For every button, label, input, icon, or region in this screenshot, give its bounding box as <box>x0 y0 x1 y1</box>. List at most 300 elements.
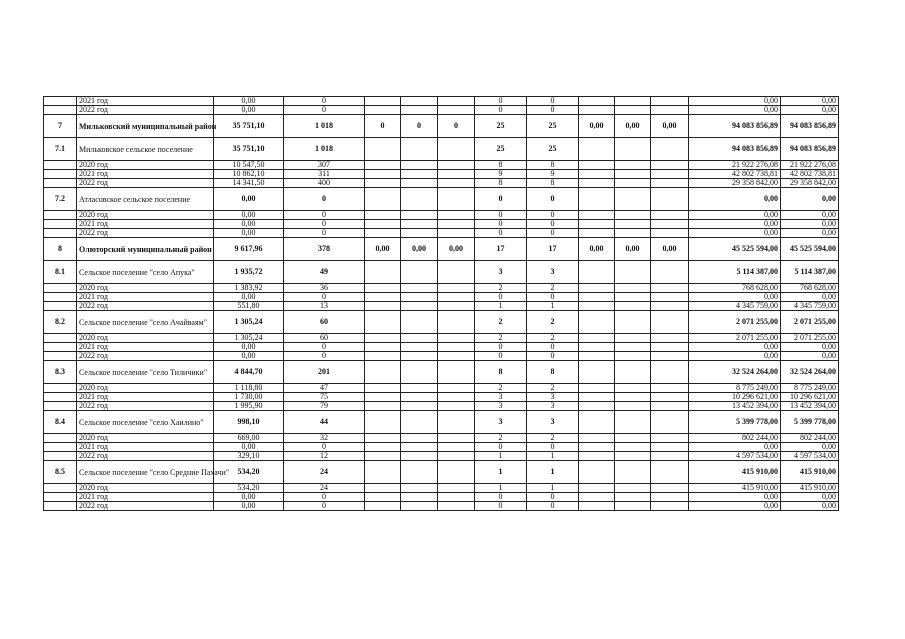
cell-c11 <box>651 493 689 502</box>
cell-c13: 415 910,00 <box>781 461 839 484</box>
cell-c7: 0 <box>475 352 527 361</box>
cell-c12: 768 628,00 <box>689 284 781 293</box>
row-index <box>44 302 77 311</box>
cell-c12: 42 802 738,81 <box>689 170 781 179</box>
cell-c8: 2 <box>527 334 579 343</box>
cell-c5 <box>401 170 438 179</box>
cell-c8: 0 <box>527 220 579 229</box>
table-row <box>44 238 839 261</box>
cell-count: 0 <box>284 97 365 106</box>
cell-c13: 2 071 255,00 <box>781 311 839 334</box>
cell-c4: 0 <box>365 115 401 138</box>
row-name: 2022 год <box>77 179 214 188</box>
cell-c10 <box>615 261 651 284</box>
cell-count: 60 <box>284 334 365 343</box>
cell-c8: 0 <box>527 106 579 115</box>
cell-c12: 0,00 <box>689 493 781 502</box>
cell-area: 1 730,00 <box>214 393 284 402</box>
cell-c11 <box>651 220 689 229</box>
cell-count: 400 <box>284 179 365 188</box>
cell-c6 <box>438 138 475 161</box>
cell-c5 <box>401 293 438 302</box>
cell-c7: 2 <box>475 284 527 293</box>
table-row <box>44 229 839 238</box>
table-body <box>44 97 839 511</box>
cell-c9 <box>579 302 615 311</box>
cell-area: 1 935,72 <box>214 261 284 284</box>
cell-c4 <box>365 502 401 511</box>
cell-c4 <box>365 106 401 115</box>
cell-c7: 2 <box>475 334 527 343</box>
cell-c11 <box>651 361 689 384</box>
cell-c11 <box>651 402 689 411</box>
cell-c8: 2 <box>527 311 579 334</box>
cell-c4 <box>365 170 401 179</box>
cell-c7: 2 <box>475 384 527 393</box>
cell-count: 47 <box>284 384 365 393</box>
row-index <box>44 220 77 229</box>
cell-c10 <box>615 293 651 302</box>
cell-c8: 2 <box>527 434 579 443</box>
cell-c11: 0,00 <box>651 238 689 261</box>
cell-c5 <box>401 461 438 484</box>
row-index: 8.2 <box>44 311 77 334</box>
cell-c7: 0 <box>475 293 527 302</box>
cell-c12: 0,00 <box>689 220 781 229</box>
table-row <box>44 434 839 443</box>
cell-c8: 0 <box>527 343 579 352</box>
cell-c6 <box>438 261 475 284</box>
cell-c8: 3 <box>527 411 579 434</box>
row-name: 2020 год <box>77 384 214 393</box>
table-row <box>44 502 839 511</box>
table-row <box>44 170 839 179</box>
cell-c6: 0 <box>438 115 475 138</box>
cell-c12: 2 071 255,00 <box>689 334 781 343</box>
cell-c11: 0,00 <box>651 115 689 138</box>
cell-count: 0 <box>284 220 365 229</box>
table-row <box>44 261 839 284</box>
row-name: 2022 год <box>77 402 214 411</box>
row-name: 2020 год <box>77 334 214 343</box>
row-index: 7 <box>44 115 77 138</box>
cell-c8: 1 <box>527 461 579 484</box>
cell-c4 <box>365 188 401 211</box>
cell-c7: 2 <box>475 311 527 334</box>
cell-c7: 9 <box>475 170 527 179</box>
cell-count: 0 <box>284 106 365 115</box>
cell-c13: 21 922 276,08 <box>781 161 839 170</box>
cell-c4 <box>365 97 401 106</box>
cell-c7: 0 <box>475 97 527 106</box>
cell-c11 <box>651 443 689 452</box>
cell-c4 <box>365 461 401 484</box>
cell-c9 <box>579 334 615 343</box>
cell-count: 0 <box>284 443 365 452</box>
cell-c4 <box>365 284 401 293</box>
cell-c7: 1 <box>475 484 527 493</box>
cell-c13: 0,00 <box>781 493 839 502</box>
table-row <box>44 293 839 302</box>
cell-c9 <box>579 261 615 284</box>
cell-c7: 3 <box>475 411 527 434</box>
cell-c7: 8 <box>475 179 527 188</box>
cell-c11 <box>651 161 689 170</box>
cell-c5 <box>401 443 438 452</box>
cell-c12: 5 399 778,00 <box>689 411 781 434</box>
row-name: 2021 год <box>77 293 214 302</box>
cell-c8: 0 <box>527 188 579 211</box>
cell-c7: 0 <box>475 220 527 229</box>
cell-area: 0,00 <box>214 229 284 238</box>
cell-c10 <box>615 170 651 179</box>
cell-c4: 0,00 <box>365 238 401 261</box>
cell-c12: 21 922 276,08 <box>689 161 781 170</box>
table-row <box>44 97 839 106</box>
cell-area: 0,00 <box>214 352 284 361</box>
cell-c4 <box>365 361 401 384</box>
table-row <box>44 361 839 384</box>
cell-c7: 0 <box>475 443 527 452</box>
cell-c11 <box>651 138 689 161</box>
cell-c7: 8 <box>475 361 527 384</box>
cell-c11 <box>651 284 689 293</box>
cell-c5: 0,00 <box>401 238 438 261</box>
cell-c11 <box>651 334 689 343</box>
cell-area: 0,00 <box>214 106 284 115</box>
cell-c6 <box>438 434 475 443</box>
cell-area: 14 341,50 <box>214 179 284 188</box>
cell-c7: 8 <box>475 161 527 170</box>
cell-c6 <box>438 461 475 484</box>
cell-c12: 29 358 842,00 <box>689 179 781 188</box>
cell-c12: 4 597 534,00 <box>689 452 781 461</box>
cell-area: 1 305,24 <box>214 334 284 343</box>
table-row <box>44 484 839 493</box>
row-index <box>44 161 77 170</box>
cell-c8: 3 <box>527 393 579 402</box>
cell-c6 <box>438 443 475 452</box>
cell-count: 0 <box>284 293 365 302</box>
row-index: 7.1 <box>44 138 77 161</box>
cell-c10 <box>615 229 651 238</box>
cell-c5 <box>401 284 438 293</box>
cell-c12: 0,00 <box>689 188 781 211</box>
row-name: 2020 год <box>77 284 214 293</box>
cell-c5 <box>401 411 438 434</box>
cell-c9 <box>579 393 615 402</box>
cell-area: 0,00 <box>214 293 284 302</box>
row-index: 7.2 <box>44 188 77 211</box>
cell-c10 <box>615 384 651 393</box>
cell-c11 <box>651 411 689 434</box>
cell-c11 <box>651 97 689 106</box>
cell-area: 669,00 <box>214 434 284 443</box>
row-index: 8.4 <box>44 411 77 434</box>
row-index <box>44 170 77 179</box>
cell-c5 <box>401 229 438 238</box>
cell-c7: 0 <box>475 211 527 220</box>
cell-c13: 0,00 <box>781 343 839 352</box>
cell-c8: 8 <box>527 179 579 188</box>
cell-c12: 0,00 <box>689 502 781 511</box>
cell-c5 <box>401 138 438 161</box>
cell-c11 <box>651 343 689 352</box>
cell-c13: 2 071 255,00 <box>781 334 839 343</box>
cell-count: 0 <box>284 211 365 220</box>
cell-c9 <box>579 170 615 179</box>
cell-c6 <box>438 334 475 343</box>
row-index: 8.3 <box>44 361 77 384</box>
cell-c4 <box>365 352 401 361</box>
cell-count: 307 <box>284 161 365 170</box>
row-index: 8 <box>44 238 77 261</box>
cell-c11 <box>651 393 689 402</box>
cell-c8: 0 <box>527 352 579 361</box>
cell-c9: 0,00 <box>579 238 615 261</box>
cell-c4 <box>365 220 401 229</box>
cell-count: 36 <box>284 284 365 293</box>
cell-c9 <box>579 452 615 461</box>
cell-c9 <box>579 311 615 334</box>
table-row <box>44 302 839 311</box>
row-name: Мильковское сельское поселение <box>77 138 214 161</box>
cell-c4 <box>365 393 401 402</box>
cell-c9 <box>579 161 615 170</box>
cell-c11 <box>651 502 689 511</box>
row-name: 2022 год <box>77 352 214 361</box>
row-index <box>44 384 77 393</box>
cell-c6 <box>438 452 475 461</box>
cell-c10 <box>615 334 651 343</box>
cell-c8: 25 <box>527 138 579 161</box>
cell-c9 <box>579 211 615 220</box>
cell-c10 <box>615 284 651 293</box>
cell-area: 10 862,10 <box>214 170 284 179</box>
cell-c6 <box>438 293 475 302</box>
cell-c9 <box>579 384 615 393</box>
cell-c11 <box>651 352 689 361</box>
cell-c13: 0,00 <box>781 352 839 361</box>
cell-c5 <box>401 434 438 443</box>
row-name: Сельское поселение "село Средние Пахачи" <box>77 461 214 484</box>
cell-c6 <box>438 229 475 238</box>
cell-area: 0,00 <box>214 502 284 511</box>
cell-c4 <box>365 493 401 502</box>
row-index <box>44 293 77 302</box>
cell-c11 <box>651 293 689 302</box>
cell-area: 1 305,24 <box>214 311 284 334</box>
table-row <box>44 211 839 220</box>
cell-c13: 10 296 621,00 <box>781 393 839 402</box>
row-name: 2021 год <box>77 343 214 352</box>
cell-c10 <box>615 188 651 211</box>
row-name: 2022 год <box>77 452 214 461</box>
row-index <box>44 97 77 106</box>
cell-c4 <box>365 434 401 443</box>
cell-c6: 0,00 <box>438 238 475 261</box>
table-row <box>44 393 839 402</box>
row-index: 8.5 <box>44 461 77 484</box>
cell-c4 <box>365 411 401 434</box>
cell-c6 <box>438 311 475 334</box>
cell-c8: 25 <box>527 115 579 138</box>
cell-count: 60 <box>284 311 365 334</box>
cell-c9 <box>579 106 615 115</box>
cell-c11 <box>651 188 689 211</box>
cell-c6 <box>438 97 475 106</box>
cell-count: 79 <box>284 402 365 411</box>
table-row <box>44 352 839 361</box>
cell-c7: 3 <box>475 393 527 402</box>
row-index <box>44 452 77 461</box>
cell-c9 <box>579 434 615 443</box>
cell-area: 0,00 <box>214 211 284 220</box>
cell-count: 201 <box>284 361 365 384</box>
cell-c10 <box>615 302 651 311</box>
cell-c13: 415 910,00 <box>781 484 839 493</box>
cell-c8: 17 <box>527 238 579 261</box>
cell-c9 <box>579 493 615 502</box>
cell-c5 <box>401 384 438 393</box>
table-row <box>44 188 839 211</box>
table-row <box>44 452 839 461</box>
cell-c4 <box>365 311 401 334</box>
cell-c6 <box>438 402 475 411</box>
cell-c8: 0 <box>527 293 579 302</box>
row-index <box>44 434 77 443</box>
cell-c6 <box>438 106 475 115</box>
cell-c7: 1 <box>475 452 527 461</box>
cell-c13: 13 452 394,00 <box>781 402 839 411</box>
cell-c13: 0,00 <box>781 293 839 302</box>
cell-count: 311 <box>284 170 365 179</box>
cell-count: 44 <box>284 411 365 434</box>
cell-c12: 0,00 <box>689 443 781 452</box>
cell-c13: 4 345 759,00 <box>781 302 839 311</box>
cell-c11 <box>651 461 689 484</box>
row-name: 2020 год <box>77 484 214 493</box>
cell-c12: 13 452 394,00 <box>689 402 781 411</box>
cell-c5 <box>401 334 438 343</box>
row-name: 2021 год <box>77 170 214 179</box>
cell-c12: 94 083 856,89 <box>689 138 781 161</box>
cell-c9 <box>579 343 615 352</box>
cell-c11 <box>651 484 689 493</box>
cell-area: 1 383,92 <box>214 284 284 293</box>
cell-c9 <box>579 179 615 188</box>
cell-c8: 2 <box>527 384 579 393</box>
cell-c5 <box>401 161 438 170</box>
cell-c6 <box>438 161 475 170</box>
row-name: Олюторский муниципальный район <box>77 238 214 261</box>
cell-count: 0 <box>284 188 365 211</box>
cell-c9 <box>579 293 615 302</box>
row-name: 2022 год <box>77 106 214 115</box>
data-table <box>43 96 839 511</box>
cell-c12: 802 244,00 <box>689 434 781 443</box>
cell-c13: 94 083 856,89 <box>781 138 839 161</box>
cell-c7: 25 <box>475 138 527 161</box>
cell-c8: 1 <box>527 484 579 493</box>
cell-c4 <box>365 484 401 493</box>
row-name: 2020 год <box>77 161 214 170</box>
table-row <box>44 179 839 188</box>
cell-area: 329,10 <box>214 452 284 461</box>
cell-area: 534,20 <box>214 484 284 493</box>
cell-count: 0 <box>284 343 365 352</box>
cell-c12: 8 775 249,00 <box>689 384 781 393</box>
cell-count: 13 <box>284 302 365 311</box>
cell-count: 75 <box>284 393 365 402</box>
cell-c4 <box>365 161 401 170</box>
cell-c8: 8 <box>527 361 579 384</box>
cell-c12: 4 345 759,00 <box>689 302 781 311</box>
cell-c13: 45 525 594,00 <box>781 238 839 261</box>
row-index <box>44 402 77 411</box>
row-name: 2021 год <box>77 97 214 106</box>
row-index <box>44 493 77 502</box>
cell-c5 <box>401 261 438 284</box>
table-row <box>44 115 839 138</box>
cell-c11 <box>651 452 689 461</box>
cell-c8: 9 <box>527 170 579 179</box>
cell-count: 24 <box>284 461 365 484</box>
cell-c12: 32 524 264,00 <box>689 361 781 384</box>
cell-c8: 3 <box>527 402 579 411</box>
cell-c6 <box>438 393 475 402</box>
cell-c5 <box>401 361 438 384</box>
row-name: Сельское поселение "село Тиличики" <box>77 361 214 384</box>
cell-c10 <box>615 461 651 484</box>
cell-c7: 1 <box>475 461 527 484</box>
cell-c7: 2 <box>475 434 527 443</box>
cell-c10 <box>615 161 651 170</box>
cell-c10 <box>615 352 651 361</box>
cell-c9: 0,00 <box>579 115 615 138</box>
cell-c10 <box>615 97 651 106</box>
cell-c13: 0,00 <box>781 220 839 229</box>
cell-c10 <box>615 434 651 443</box>
cell-area: 10 547,50 <box>214 161 284 170</box>
cell-c8: 0 <box>527 493 579 502</box>
cell-c13: 4 597 534,00 <box>781 452 839 461</box>
cell-c5 <box>401 343 438 352</box>
cell-c13: 0,00 <box>781 188 839 211</box>
table-row <box>44 284 839 293</box>
cell-c5 <box>401 302 438 311</box>
cell-c13: 0,00 <box>781 97 839 106</box>
cell-c7: 25 <box>475 115 527 138</box>
cell-area: 1 118,80 <box>214 384 284 393</box>
cell-c4 <box>365 334 401 343</box>
cell-c7: 3 <box>475 261 527 284</box>
cell-area: 4 844,70 <box>214 361 284 384</box>
cell-c5: 0 <box>401 115 438 138</box>
row-name: Сельское поселение "село Хаилино" <box>77 411 214 434</box>
cell-c6 <box>438 484 475 493</box>
cell-c8: 0 <box>527 443 579 452</box>
cell-c9 <box>579 402 615 411</box>
cell-c13: 0,00 <box>781 443 839 452</box>
cell-c9 <box>579 138 615 161</box>
cell-c6 <box>438 211 475 220</box>
cell-c13: 8 775 249,00 <box>781 384 839 393</box>
row-index <box>44 334 77 343</box>
cell-c13: 0,00 <box>781 502 839 511</box>
cell-c4 <box>365 402 401 411</box>
cell-count: 0 <box>284 493 365 502</box>
